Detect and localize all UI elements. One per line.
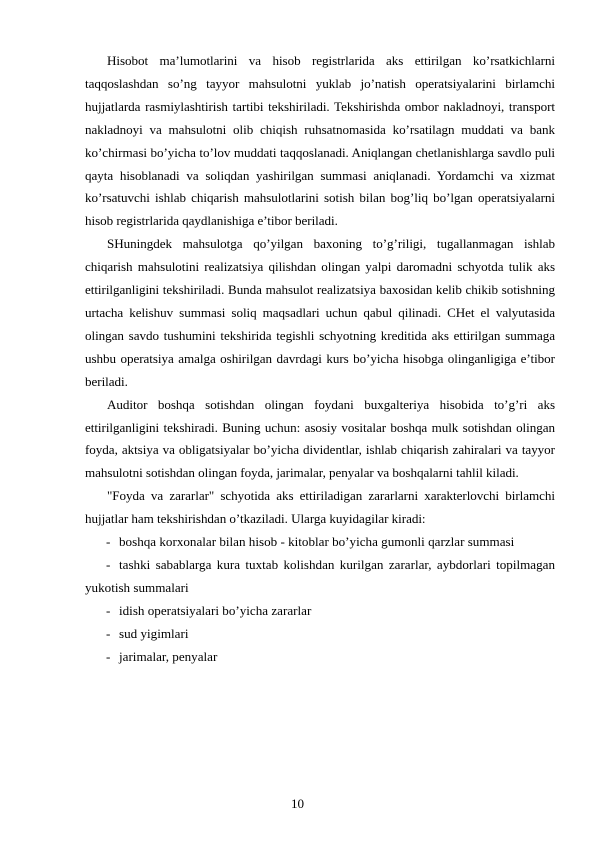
list-item	[85, 531, 555, 554]
list-dash: -	[106, 556, 111, 572]
paragraph: "Foyda va zararlar" schyotida aks ettiriladigan zararlarni xarakterlovchi birlamchi hujjatlar ham tekshirishdan o’tkaziladi. Ularga kuyidagilar kiradi:	[85, 488, 555, 527]
paragraph: SHuningdek mahsulotga qo’yilgan baxoning to’g’riligi, tugallanmagan ishlab chiqarish mahsulotini realizatsiya qilishdan olingan yalpi daromadni schyotda tulik aks ettirilganligini tekshiriladi. Bunda mahsulot realizatsiya baxosidan kelib chikib sotishning urtacha kelishuv summasi soliq maqsadlari uchun qabul qilinadi. CHet el valyutasida olingan savdo tushumini tekshirida tegishli schyotning kreditida aks ettirilgan summaga ushbu operatsiya amalga oshirilgan davrdagi kurs bo’yicha hisobga olinganligiga e’tibor beriladi.	[85, 236, 555, 389]
list-dash: -	[106, 534, 111, 550]
list-dash: -	[106, 602, 111, 618]
list-item-text: jarimalar, penyalar	[119, 648, 218, 664]
paragraph: Auditor boshqa sotishdan olingan foydani buxgalteriya hisobida to’g’ri aks ettirilganligini tekshiradi. Buning uchun: asosiy vositalar boshqa mulk sotishdan olingan foyda, aktsiya va obligatsiyalar bo’yicha dividentlar, ishlab chiqarish zahiralari va tayyor mahsulotni sotishdan olingan foyda, jarimalar, penyalar va boshqalarni tahlil kiladi.	[85, 396, 555, 481]
page-number: 10	[290, 796, 305, 811]
list-item-text: tashki sabablarga kura tuxtab kolishdan kurilgan zararlar, aybdorlari topilmagan yukotish summalari	[85, 556, 555, 595]
list-dash: -	[106, 625, 111, 641]
document-page	[85, 50, 555, 668]
list-item	[85, 646, 555, 669]
list-item-text: boshqa korxonalar bilan hisob - kitoblar bo’yicha gumonli qarzlar summasi	[119, 534, 515, 550]
list-item-text: sud yigimlari	[119, 625, 189, 641]
list-dash: -	[106, 648, 111, 664]
bullet-list	[85, 531, 555, 668]
list-item-text: idish operatsiyalari bo’yicha zararlar	[119, 602, 312, 618]
list-item	[85, 623, 555, 646]
list-item	[85, 600, 555, 623]
paragraph: Hisobot ma’lumotlarini va hisob registrlarida aks ettirilgan ko’rsatkichlarni taqqoslashdan so’ng tayyor mahsulotni yuklab jo’natish operatsiyalarini birlamchi hujjatlarda rasmiylashtirish tartibi tekshiriladi. Tekshirishda ombor nakladnoyi, transport nakladnoyi va mahsulotni olib chiqish ruhsatnomasida ko’rsatilagn muddati va bank ko’chirmasi bo’yicha to’lov muddati taqqoslanadi. Aniqlangan chetlanishlarga savdlo puli qayta hisoblanadi va soliqdan yashirilgan summasi aniqlanadi. Yordamchi va xizmat ko’rsatuvchi ishlab chiqarish mahsulotlarini sotish bilan bog’liq bo’lgan operatsiyalarni hisob registrlarida qaydlanishiga e’tibor beriladi.	[85, 53, 555, 229]
list-item	[85, 554, 555, 600]
